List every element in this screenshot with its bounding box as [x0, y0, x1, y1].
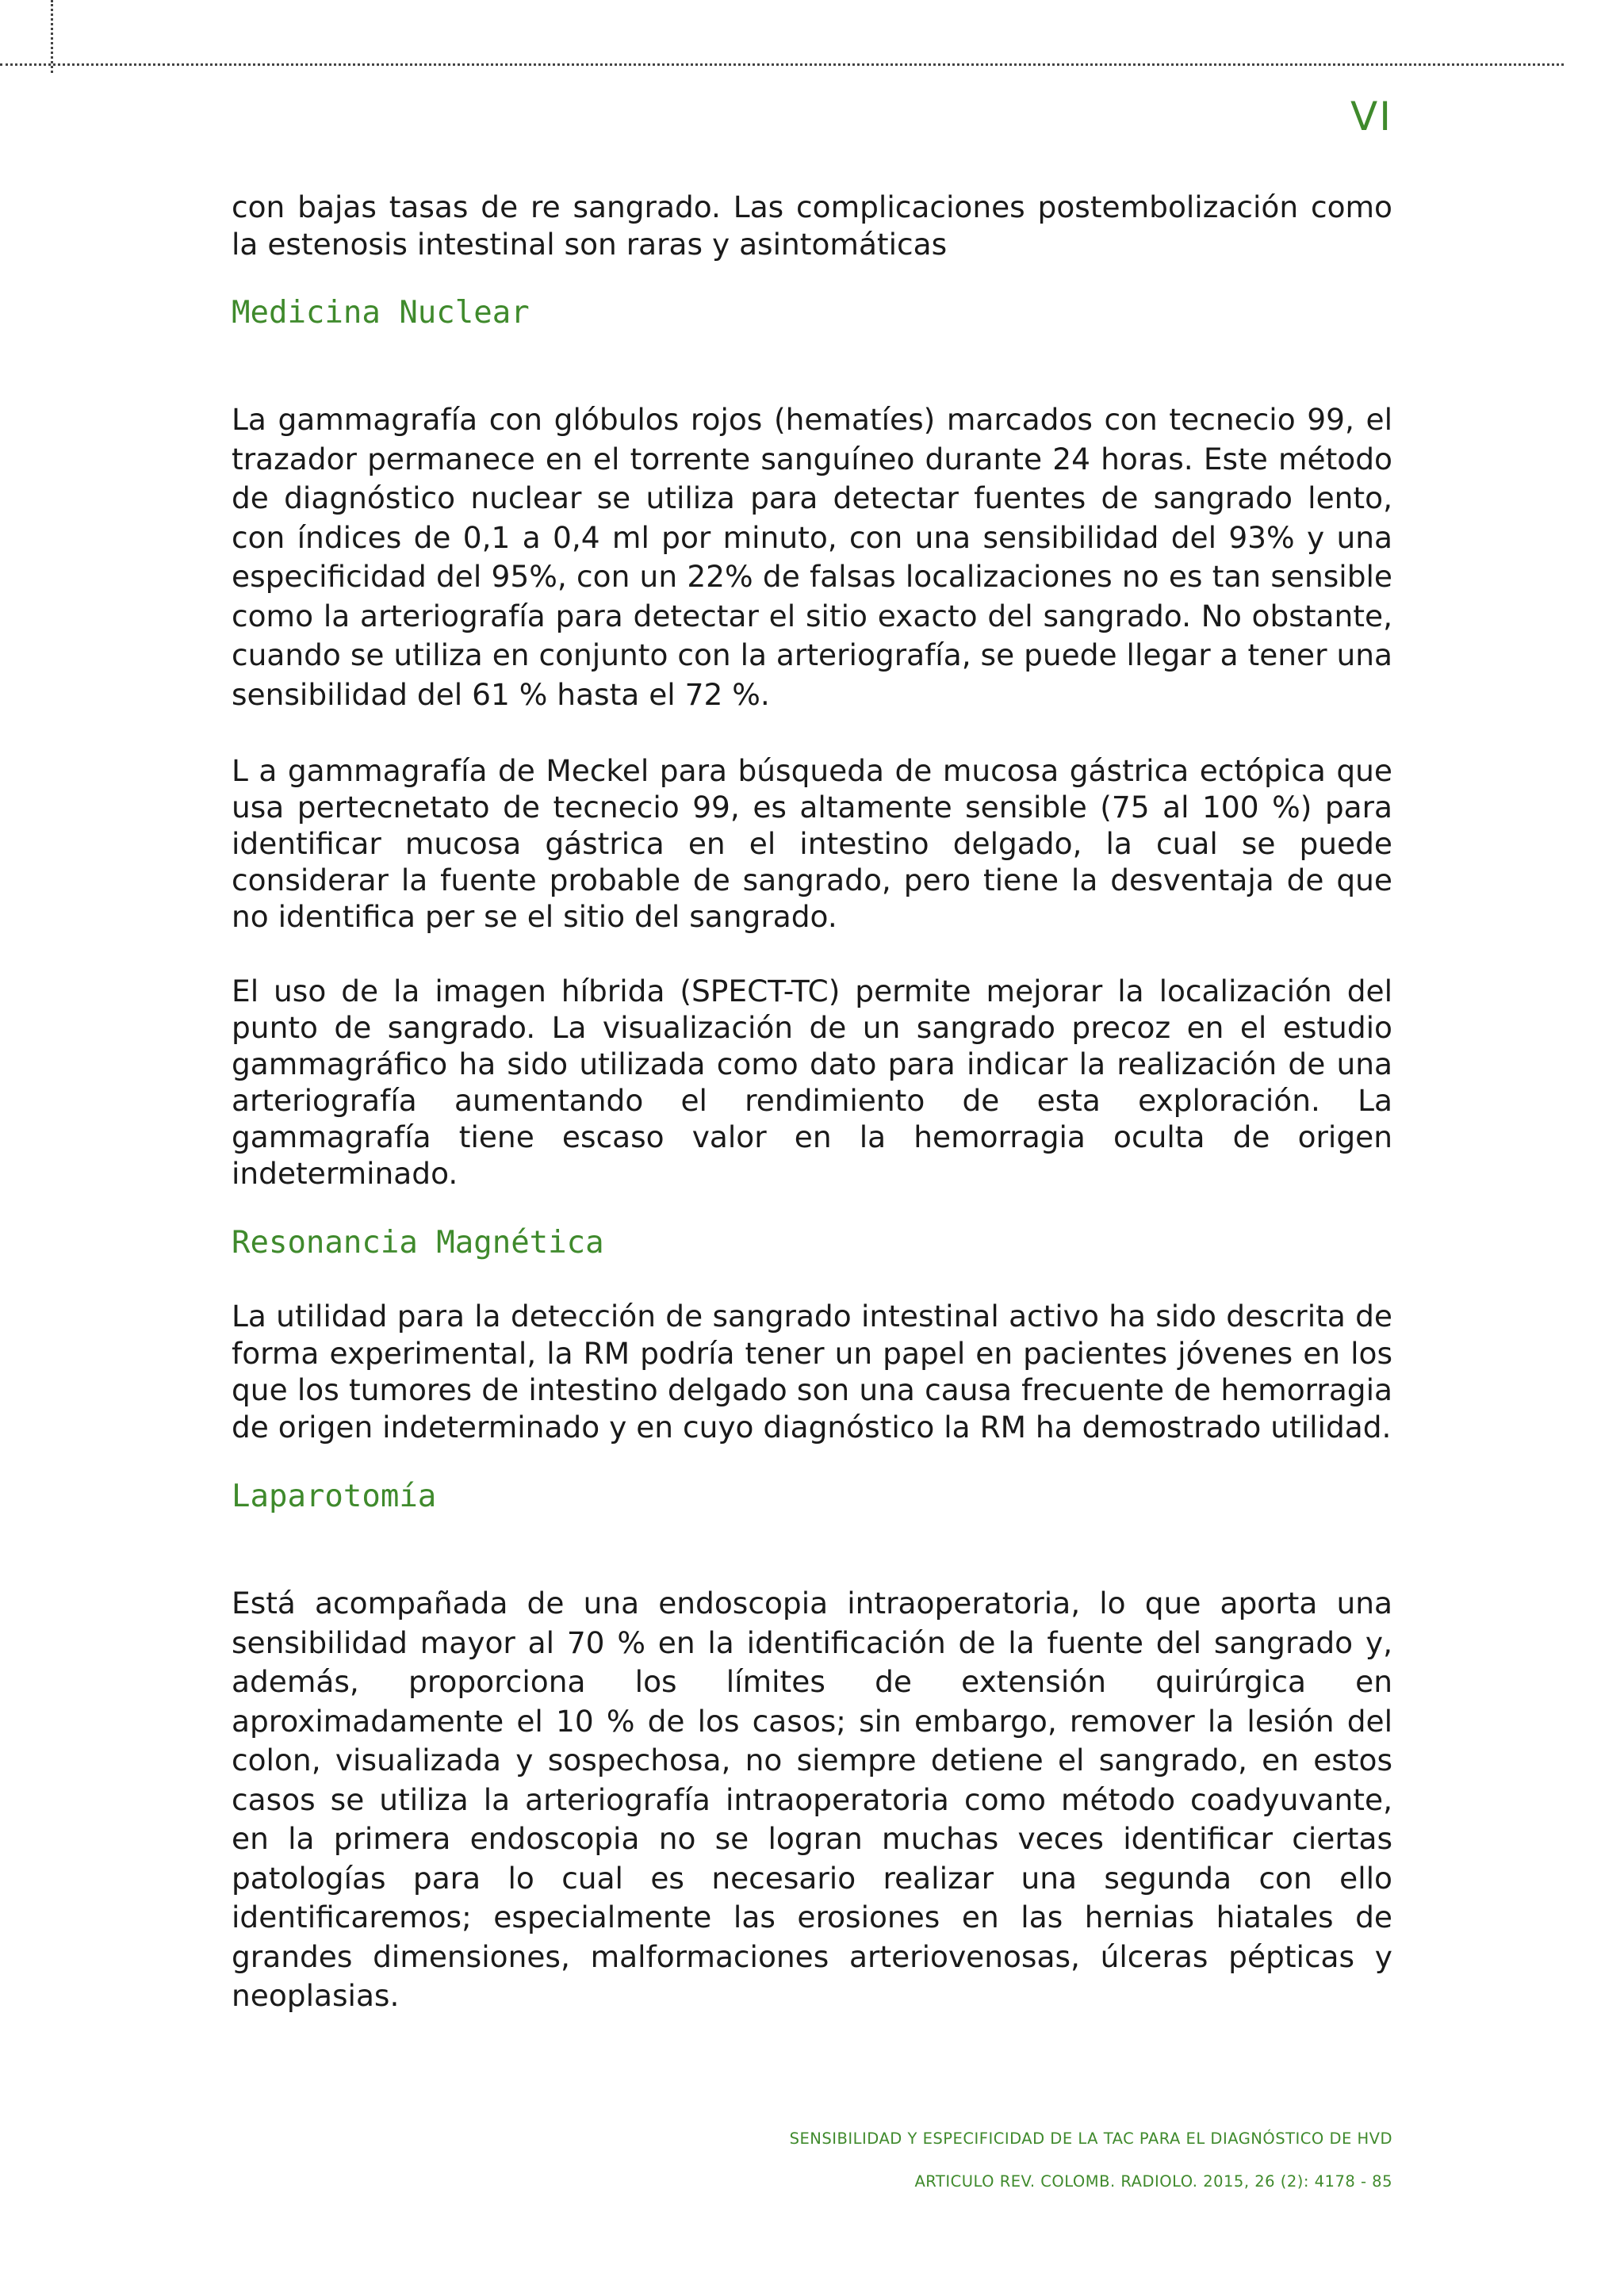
- heading-laparotomia: Laparotomía: [232, 1479, 437, 1514]
- heading-resonancia-magnetica: Resonancia Magnética: [232, 1225, 604, 1261]
- crop-mark-vertical: [51, 0, 53, 73]
- paragraph-gammagrafia-meckel: L a gammagrafía de Meckel para búsqueda de mucosa gástrica ectópica que usa pertecnetato de tecnecio 99, es altamente sensible (75 al 100 %) para identificar mucosa gástrica en el intestino delgado, la cual se puede considerar la fuente probable de sangrado, pero tiene la desventaja de que no identifica per se el sitio del sangrado.: [232, 753, 1392, 934]
- heading-medicina-nuclear: Medicina Nuclear: [232, 295, 530, 331]
- crop-mark-horizontal: [0, 63, 1564, 66]
- paragraph-continuation: con bajas tasas de re sangrado. Las complicaciones postembolización como la estenosis intestinal son raras y asintomáticas: [232, 189, 1392, 262]
- paragraph-gammagrafia-hematies: La gammagrafía con glóbulos rojos (hematíes) marcados con tecnecio 99, el trazador permanece en el torrente sanguíneo durante 24 horas. Este método de diagnóstico nuclear se utiliza para detectar fuentes de sangrado lento, con índices de 0,1 a 0,4 ml por minuto, con una sensibilidad del 93% y una especificidad del 95%, con un 22% de falsas localizaciones no es tan sensible como la arteriografía para detectar el sitio exacto del sangrado. No obstante, cuando se utiliza en conjunto con la arteriografía, se puede llegar a tener una sensibilidad del 61 % hasta el 72 %.: [232, 402, 1392, 712]
- paragraph-resonancia: La utilidad para la detección de sangrado intestinal activo ha sido descrita de forma experimental, la RM podría tener un papel en pacientes jóvenes en los que los tumores de intestino delgado son una causa frecuente de hemorragia de origen indeterminado y en cuyo diagnóstico la RM ha demostrado utilidad.: [232, 1299, 1392, 1445]
- paragraph-laparotomia: Está acompañada de una endoscopia intraoperatoria, lo que aporta una sensibilidad mayor al 70 % en la identificación de la fuente del sangrado y, además, proporciona los límites de extensión quirúrgica en aproximadamente el 10 % de los casos; sin embargo, remover la lesión del colon, visualizada y sospechosa, no siempre detiene el sangrado, en estos casos se utiliza la arteriografía intraoperatoria como método coadyuvante, en la primera endoscopia no se logran muchas veces identificar ciertas patologías para lo cual es necesario realizar una segunda con ello identificaremos; especialmente las erosiones en las hernias hiatales de grandes dimensiones, malformaciones arteriovenosas, úlceras pépticas y neoplasias.: [232, 1586, 1392, 2013]
- footer-citation: ARTICULO REV. COLOMB. RADIOLO. 2015, 26 (2): 4178 - 85: [914, 2172, 1392, 2191]
- page-number: VI: [1350, 94, 1392, 140]
- article-body: [232, 189, 1392, 2016]
- paragraph-spect-tc: El uso de la imagen híbrida (SPECT-TC) permite mejorar la localización del punto de sangrado. La visualización de un sangrado precoz en el estudio gammagráfico ha sido utilizada como dato para indicar la realización de una arteriografía aumentando el rendimiento de esta exploración. La gammagrafía tiene escaso valor en la hemorragia oculta de origen indeterminado.: [232, 974, 1392, 1191]
- footer-title: SENSIBILIDAD Y ESPECIFICIDAD DE LA TAC PARA EL DIAGNÓSTICO DE HVD: [789, 2130, 1392, 2148]
